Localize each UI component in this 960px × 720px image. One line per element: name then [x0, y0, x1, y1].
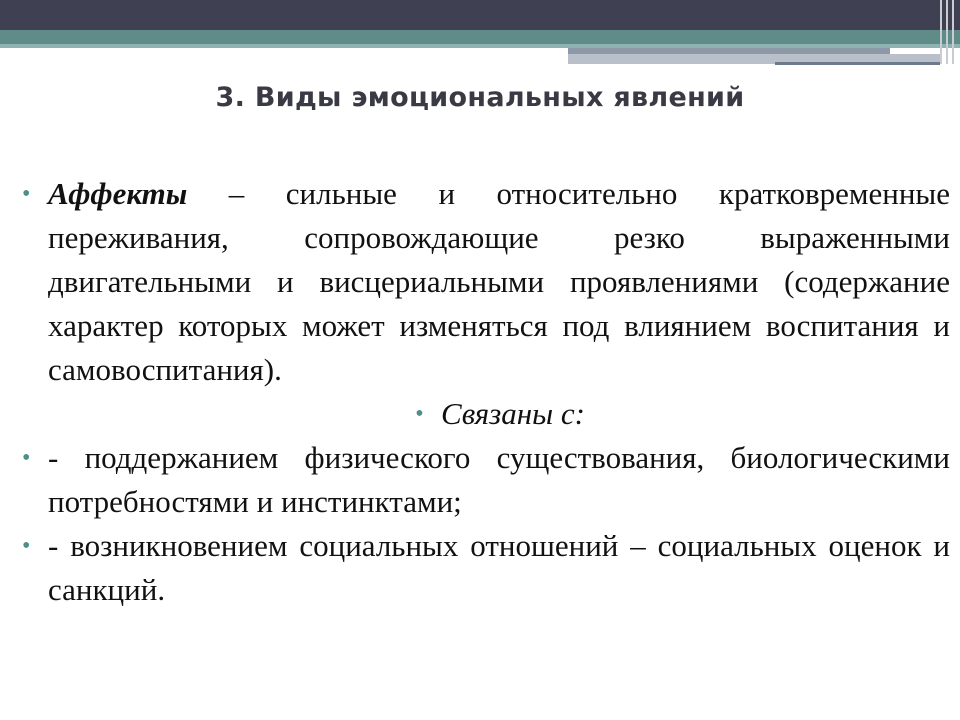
- header-corner-lines: [934, 0, 960, 64]
- header-dark-bar: [0, 0, 960, 30]
- subheading-wrapper: [415, 392, 585, 436]
- bullet-text-rest: кратковременные переживания, сопровождающие резко выраженными двигательными и висцериальными проявлениями (содержание характер которых может изменяться под влиянием воспитания и самовоспитания).: [48, 176, 951, 387]
- bullet-icon: •: [22, 533, 31, 559]
- slide-content: [20, 172, 950, 612]
- list-item: [20, 524, 950, 612]
- bullet-affects: [20, 172, 950, 392]
- header-accent-thin-line: [775, 62, 940, 65]
- subheading-line: [20, 392, 950, 436]
- list-item-text: - возникновением социальных отношений – социальных оценок и санкций.: [48, 528, 950, 607]
- subheading-text: Связаны с:: [441, 396, 585, 431]
- bullet-icon: •: [22, 445, 31, 471]
- bullet-icon: •: [415, 401, 424, 427]
- bullet-icon: •: [22, 181, 31, 207]
- header-teal-band: [0, 30, 960, 44]
- bullet-text: [48, 172, 950, 392]
- term-affects: Аффекты: [48, 176, 188, 211]
- bullet-text-line1: – сильные и относительно: [187, 176, 678, 211]
- slide-title: 3. Виды эмоциональных явлений: [215, 82, 745, 113]
- list-item-text: - поддержанием физического существования, биологическими потребностями и инстинктами;: [48, 440, 950, 519]
- list-item: [20, 436, 950, 524]
